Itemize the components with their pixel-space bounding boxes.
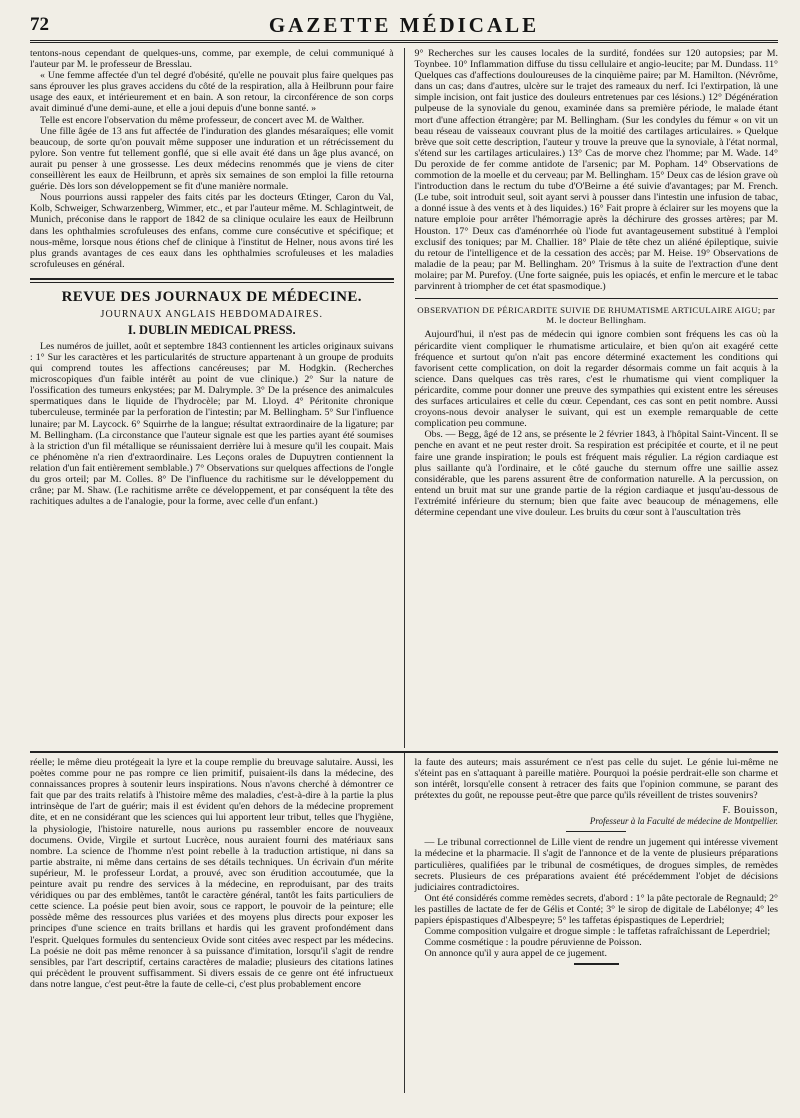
observation-title: OBSERVATION DE PÉRICARDITE SUIVIE DE RHUMATISME ARTICULAIRE AIGU; par M. le docteur Bellingham. (417, 305, 776, 326)
paragraph: Les numéros de juillet, août et septembre 1843 contiennent les articles originaux suivans : 1° Sur les caractères et les particularités de structure appartenant à un groupe de produits qui comprend toutes les affections cancéreuses; par M. Hodgkin. (Recherches microscopiques d'un faible intérêt au point de vue clinique.) 2° Sur la nature de l'ossification des tumeurs enkystées; par M. Dalrymple. 3° De la présence des animalcules spermatiques dans le liquide de l'hydrocèle; par M. Lloyd. 4° Péritonite chronique tuberculeuse, terminée par la perforation de l'intestin; par M. Bellingham. 5° Sur l'influence lunaire; par M. Laycock. 6° Squirrhe de la langue; résultat extraordinaire de la ligature; par M. Bellingham. (La circonstance que l'auteur signale est que les parties ayant été soumises à la striction d'un fil métallique se réunissaient derrière lui à mesure qu'il les coupait. Mais ce phénomène n'a rien d'extraordinaire. Les Leçons orales de Dupuytren contiennent la relation d'un fait entièrement semblable.) 7° Observations sur quelques affections de l'ongle du gros orteil; par M. Colles. 8° De l'influence du rachitisme sur le développement du crâne; par M. Shaw. (Le rachitisme arrête ce développement, et par conséquent la tête des rachitiques adultes a de l'analogie, pour la forme, avec celle d'un enfant.) (30, 340, 394, 508)
paragraph: la faute des auteurs; mais assurément ce n'est pas celle du sujet. Le génie lui-même ne s'éteint pas en s'attaquant à pareille matière. Pourquoi la poésie perdrait-elle son charme et son intérêt, lorsqu'elle consent à retracer des faits que l'opinion commune, se parant des prétextes du goût, ne repousse peut-être que parce qu'ils réveillent de tristes souvenirs? (414, 757, 778, 802)
paragraph: Une fille âgée de 13 ans fut affectée de l'induration des glandes mésaraïques; elle vomit beaucoup, de sorte qu'on pouvait même supposer une induration et un rétrécissement du pylore. Son ventre fut tellement gonflé, que si elle avait été dans un âge plus avancé, on aurait pu penser à une grossesse. Les deux médecins renommés que je viens de citer conseillèrent les eaux de Heilbrunn, et après six semaines de son emploi la fille retourna guérie. Dès lors son développement se fit d'une manière normale. (30, 125, 394, 193)
paragraph: Telle est encore l'observation du même professeur, de concert avec M. de Walther. (40, 114, 365, 126)
bottom-columns (30, 753, 778, 1093)
page-number: 72 (30, 14, 49, 35)
section-divider (30, 278, 394, 283)
divider (415, 298, 779, 299)
end-rule (574, 963, 619, 965)
paragraph: tentons-nous cependant de quelques-uns, comme, par exemple, de celui communiqué à l'auteur par M. le professeur de Bresslau. (30, 48, 394, 71)
paragraph: 9° Recherches sur les causes locales de la surdité, fondées sur 120 autopsies; par M. Toynbee. 10° Inflammation diffuse du tissu cellulaire et angio-leucite; par M. Dundass. 11° Quelques cas d'affections douloureuses de la cinquième paire; par M. Hamilton. (Névrôme, dans un cas; dans d'autres, ulcère sur le trajet des rameaux du nerf. Ici l'extirpation, là une simple incision, ont fait justice des douleurs entretenues par ces lésions.) 12° Dégénération pulpeuse de la synoviale du genou, examinée dans sa première période, le malade étant mort d'une affection étrangère; par M. Bellingham. (Sur les condyles du fémur « on vit un beau réseau de vaisseaux couvrant plus de la moitié des cartilages articulaires. » Quelque brève que soit cette description, l'auteur y trouve la preuve que la synoviale, à l'état normal, s'étend sur les cartilages articulaires.) 13° Cas de morve chez l'homme; par M. Wade. 14° Du peroxide de fer comme antidote de l'arsenic; par M. Popham. 14° Observations de commotion de la moelle et du cerveau; par M. Bellingham. 15° Deux cas de lésion grave où l'introduction dans le rectum du tube d'O'Beirne a été suivie d'avantages; par M. French. (Le tube, soit introduit seul, soit ayant servi à pousser dans l'intestin une infusion de tabac, a donné issue à des vents et à des liquides.) 16° Fait propre à éclairer sur les moyens que la nature emploie pour arrêter l'hémorragie après la déchirure des grosses artères; par M. Houston. 17° Deux cas d'aménorrhée où l'iode fut avantageusement substitué à l'emploi exclusif des toniques; par M. Challier. 18° Plaie de tête chez un aliéné épileptique, suivie du retour de l'intelligence et de la cessation des accès; par M. Heise. 19° Observations de maladie de la peau; par M. Bellingham. 20° Trismus à la suite de l'extraction d'une dent molaire; par M. Purefoy. (Une forte saignée, puis les opiacés, et enfin le mercure et le tabac parvinrent à triompher de cet état spasmodique.) (414, 48, 778, 292)
paragraph: Comme cosmétique : la poudre péruvienne de Poisson. (424, 937, 642, 949)
author-role: Professeur à la Faculté de médecine de Montpellier. (589, 816, 778, 827)
paragraph: Aujourd'hui, il n'est pas de médecin qui ignore combien sont fréquens les cas où la péricardite vient compliquer le rhumatisme articulaire, et bien qu'on ait exagéré cette fréquence et surtout qu'on n'ait pas encore déterminé exactement les conditions qui favorisent cette complication, on doit la regarder désormais comme un fait acquis à la science. Dans quelques cas très rares, c'est le rhumatisme qui vient compliquer la péricardite, comme pour donner une preuve des sympathies qui existent entre les séreuses des surfaces articulaires et celle du cœur. Cependant, ces cas sont en petit nombre. Aussi croyons-nous devoir analyser le suivant, qui est un exemple remarquable de cette complication peu commune. (414, 329, 778, 430)
top-columns (30, 48, 778, 748)
revue-section-title: I. DUBLIN MEDICAL PRESS. (127, 322, 296, 337)
right-column-top (404, 48, 779, 748)
right-column-bottom (404, 753, 779, 1093)
masthead (30, 10, 778, 43)
journal-title: GAZETTE MÉDICALE (268, 13, 540, 37)
divider (566, 831, 626, 832)
paragraph: Ont été considérés comme remèdes secrets, d'abord : 1° la pâte pectorale de Regnauld; 2° les pastilles de lactate de fer de Gélis et Conté; 3° le sirop de digitale de Labélonye; 4° les papiers épispastiques d'Albespeyre; 5° les taffetas épispastiques de Leperdriel; (414, 892, 778, 927)
paragraph: Obs. — Begg, âgé de 12 ans, se présente le 2 février 1843, à l'hôpital Saint-Vincent. Il se penche en avant et ne peut rester droit. Sa respiration est précipitée et courte, et il ne peut faire une grande inspiration; le pouls est fréquent mais régulier. La région cardiaque est plus saillante qu'à l'ordinaire, et le côté gauche du sternum offre une saillie assez considérable, que les parens assurent être de conformation naturelle. A la percussion, on entend un bruit mat sur une grande partie de la région cardiaque et jusqu'au-dessous de l'extrémité inférieure du sternum; bien que faite avec beaucoup de ménagemens, elle détermine cependant une vive douleur. Les bruits du cœur sont à l'auscultation très (414, 429, 778, 518)
revue-subtitle: JOURNAUX ANGLAIS HEBDOMADAIRES. (100, 308, 323, 320)
author-signature: F. Bouisson, (722, 805, 778, 817)
left-column-bottom (30, 753, 404, 1093)
paragraph: On annonce qu'il y aura appel de ce jugement. (424, 948, 607, 960)
revue-title: REVUE DES JOURNAUX DE MÉDECINE. (61, 288, 362, 305)
paragraph: Nous pourrions aussi rappeler des faits cités par les docteurs Œtinger, Caron du Val, Kolb, Schweiger, Schwarzenberg, Wimmer, etc., et par l'auteur même. M. Schlagintweit, de Munich, préconise dans le rapport de 1842 de sa clinique oculaire les eaux de Heilbrunn dans les ophthalmies scrofuleuses des enfans, comme cure consécutive et spécifique; et nous-même, lorsque nous étions chef de clinique à l'institut de Helner, nous avons tiré les plus grands avantages de ces eaux dans les ophthalmies scrofuleuses et les maladies scrofuleuses en général. (30, 192, 394, 270)
paragraph: Comme composition vulgaire et drogue simple : le taffetas rafraîchissant de Leperdriel; (424, 926, 771, 938)
left-column-top (30, 48, 404, 748)
paragraph: « Une femme affectée d'un tel degré d'obésité, qu'elle ne pouvait plus faire quelques pas sans éprouver les plus graves accidens du côté de la respiration, alla à Heilbrunn pour faire usage des eaux, et intérieurement et en bain. A son retour, la circonférence de son corps avait diminué d'une demi-aune, et elle a joui depuis d'une bonne santé. » (30, 70, 394, 115)
paragraph: réelle; le même dieu protégeait la lyre et la coupe remplie du breuvage salutaire. Aussi, les poètes comme pour ne pas rompre ce lien primitif, puisaient-ils dans la médecine, des connaissances propres à soutenir leurs inspirations. Nous n'avons cherché à démontrer ce fait que par des traits relatifs à l'histoire même des maladies, c'est-à-dire à la partie la plus intrinsèque de l'art de guérir; mais il est évident qu'en dehors de la médecine proprement dite, et en ne considérant que les sciences qui lui apportent leur tribut, telles que l'hygiène, la physiologie, l'histoire naturelle, nous aurions pu rassembler encore de nouveaux documens. Ovide, Virgile et surtout Lucrèce, nous auraient fourni des matériaux sans nombre. La science de l'homme n'est point rebelle à la traduction artistique, ni dans sa partie abstraite, ni même dans certains de ses détails techniques. Un écrivain d'un mérite supérieur, M. le professeur Lordat, a prouvé, avec son érudition accoutumée, que la peinture avait pu rendre des services à la médecine, en reproduisant, par des traits véridiques ou par des emblèmes, tantôt le caractère général, tantôt les faits particuliers de cette science. La poésie peut bien avoir, sous ce rapport, le pouvoir de la peinture; elle possède même des ressources plus variées et des moyens plus directs pour exposer les principes d'une science en traits brillans et hardis qui les gravent profondément dans l'esprit. Quelques formules du sentencieux Ovide sont citées avec respect par les médecins. La poésie ne doit pas même renoncer à sa puissance d'imitation, lorsqu'il s'agit de rendre sensibles, par l'art descriptif, certains caractères de maladie; plusieurs des citations latines qui précèdent le prouvent suffisamment. Si divers essais de ce genre ont été infructueux dans notre langue, c'est peut-être la faute de celle-ci, c'est plus probablement encore (30, 757, 394, 990)
paragraph: — Le tribunal correctionnel de Lille vient de rendre un jugement qui intéresse vivement la médecine et la pharmacie. Il s'agit de l'annonce et de la vente de plusieurs préparations particulières, qualifiées par le tribunal de cosmétiques, de drogues simples, de remèdes secrets. Plusieurs de ces préparations avaient été précédemment l'objet de décisions judiciaires contradictoires. (414, 837, 778, 893)
